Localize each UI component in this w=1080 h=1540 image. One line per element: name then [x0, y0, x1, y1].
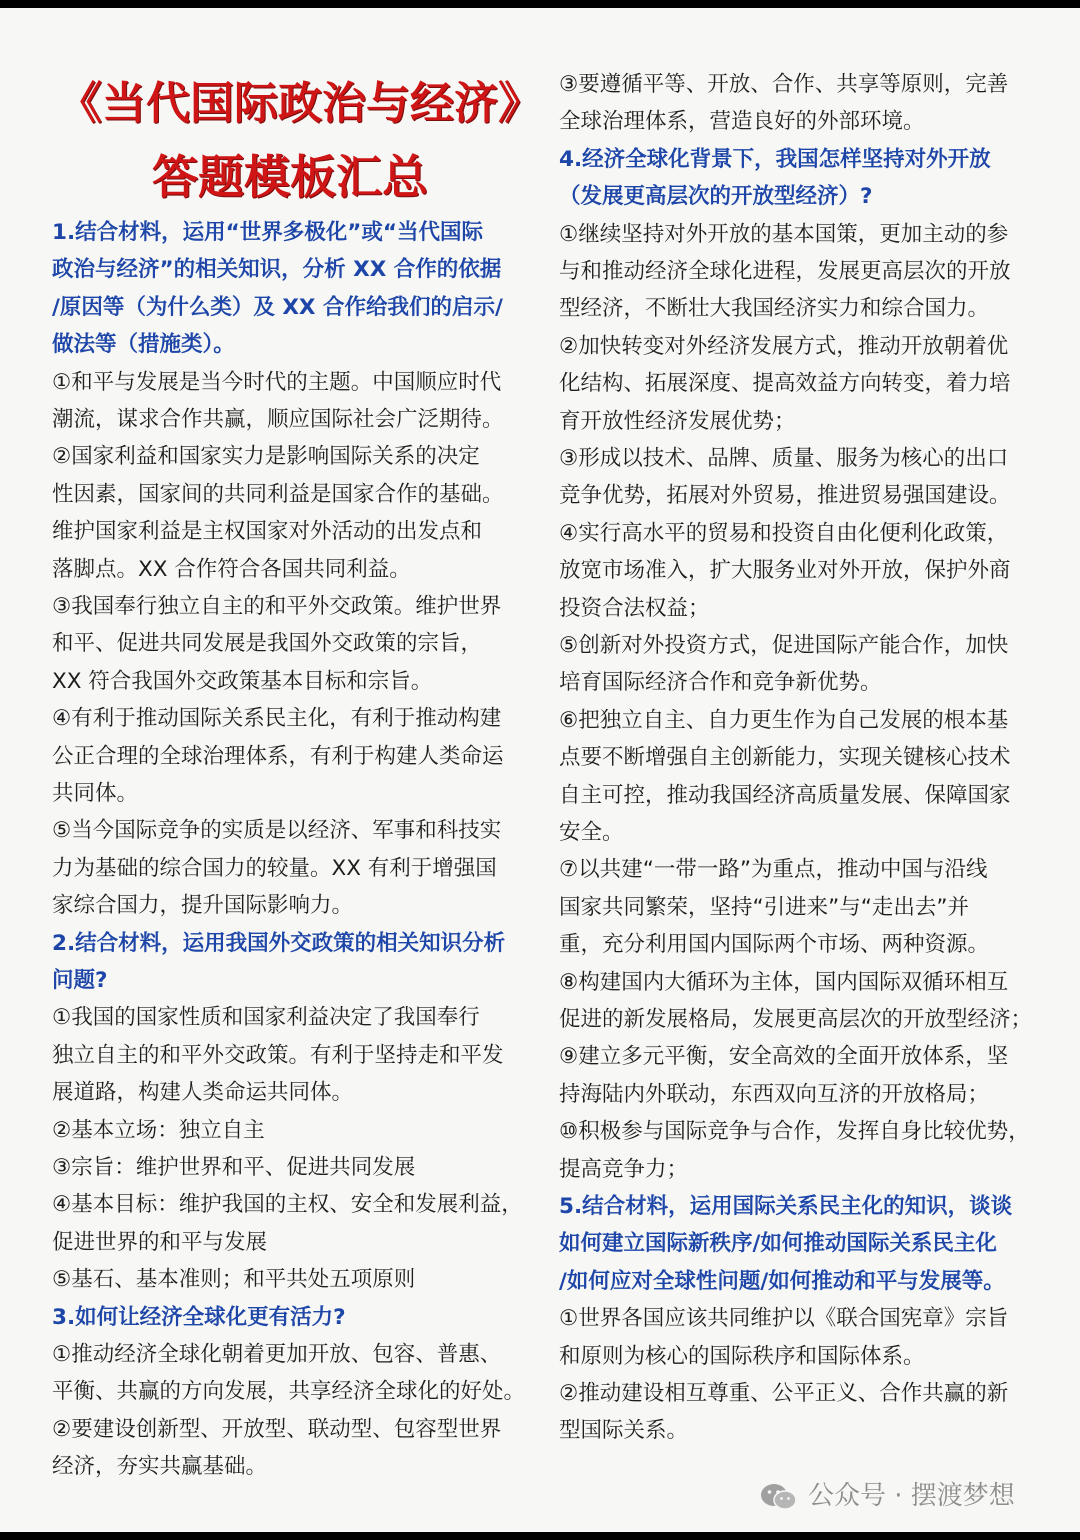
question-line: 4.经济全球化背景下，我国怎样坚持对外开放 — [559, 146, 991, 172]
answer-line: ⑤创新对外投资方式，促进国际产能合作，加快 — [559, 633, 1009, 658]
answer-line: 持海陆内外联动，东西双向互济的开放格局； — [559, 1081, 990, 1107]
answer-line: 投资合法权益； — [559, 595, 710, 621]
question-line: 政治与经济”的相关知识，分析 XX 合作的依据 — [52, 257, 502, 283]
answer-line: ③形成以技术、品牌、质量、服务为核心的出口 — [559, 446, 1009, 471]
answer-line: 国家共同繁荣，坚持“引进来”与“走出去”并 — [559, 894, 970, 920]
answer-line: 培育国际经济合作和竞争新优势。 — [559, 670, 882, 696]
answer-line: 放宽市场准入，扩大服务业对外开放，保护外商 — [559, 558, 1011, 584]
answer-line: 共同体。 — [52, 781, 139, 806]
wechat-icon — [760, 1482, 798, 1512]
question-line: （发展更高层次的开放型经济）? — [559, 184, 873, 210]
watermark — [760, 1474, 1015, 1518]
answer-line: ①世界各国应该共同维护以《联合国宪章》宗旨 — [559, 1306, 1009, 1332]
answer-line: 平衡、共赢的方向发展，共享经济全球化的好处。 — [52, 1379, 526, 1405]
answer-line: 提高竞争力； — [559, 1156, 689, 1182]
answer-line: 和平、促进共同发展是我国外交政策的宗旨， — [52, 631, 483, 657]
answer-line: 育开放性经济发展优势； — [559, 408, 796, 434]
answer-line: ②加快转变对外经济发展方式，推动开放朝着优 — [559, 333, 1009, 359]
question-line: 做法等（措施类）。 — [52, 332, 235, 358]
question-line: 3.如何让经济全球化更有活力? — [52, 1304, 346, 1330]
question-line: 5.结合材料，运用国际关系民主化的知识，谈谈 — [559, 1194, 1013, 1219]
answer-line: 力为基础的综合国力的较量。XX 有利于增强国 — [52, 855, 497, 881]
answer-line: ②国家利益和国家实力是影响国际关系的决定 — [52, 444, 480, 470]
answer-line: ①推动经济全球化朝着更加开放、包容、普惠、 — [52, 1342, 502, 1367]
answer-line: ①和平与发展是当今时代的主题。中国顺应时代 — [52, 369, 502, 395]
question-line: /原因等（为什么类）及 XX 合作给我们的启示/ — [52, 294, 503, 320]
answer-line: 落脚点。XX 合作符合各国共同利益。 — [52, 556, 411, 582]
answer-line: ⑤当今国际竞争的实质是以经济、军事和科技实 — [52, 818, 502, 844]
answer-line: ④有利于推动国际关系民主化，有利于推动构建 — [52, 706, 502, 732]
answer-line: ①继续坚持对外开放的基本国策，更加主动的参 — [559, 221, 1009, 247]
question-line: 1.结合材料，运用“世界多极化”或“当代国际 — [52, 220, 484, 245]
answer-line: 与和推动经济全球化进程，发展更高层次的开放 — [559, 259, 1011, 284]
answer-line: 经济，夯实共赢基础。 — [52, 1454, 268, 1480]
question-line: 2.结合材料，运用我国外交政策的相关知识分析 — [52, 930, 506, 956]
answer-line: 维护国家利益是主权国家对外活动的出发点和 — [52, 519, 483, 545]
answer-line: 点要不断增强自主创新能力，实现关键核心技术 — [559, 745, 1011, 771]
answer-line: ⑥把独立自主、自力更生作为自己发展的根本基 — [559, 707, 1009, 733]
answer-line: 家综合国力，提升国际影响力。 — [52, 893, 354, 919]
answer-line: ②基本立场：独立自主 — [52, 1117, 265, 1143]
answer-line: 独立自主的和平外交政策。有利于坚持走和平发 — [52, 1042, 504, 1068]
answer-line: 型国际关系。 — [559, 1418, 689, 1444]
answer-line: 潮流，谋求合作共赢，顺应国际社会广泛期待。 — [52, 407, 504, 432]
answer-line: 型经济，不断壮大我国经济实力和综合国力。 — [559, 296, 990, 322]
question-line: /如何应对全球性问题/如何推动和平与发展等。 — [559, 1268, 1005, 1294]
answer-line: 促进的新发展格局，发展更高层次的开放型经济； — [559, 1007, 1033, 1032]
document-page — [0, 8, 1080, 1532]
answer-line: 和原则为核心的国际秩序和国际体系。 — [559, 1343, 925, 1369]
answer-line: ④实行高水平的贸易和投资自由化便利化政策， — [559, 520, 1009, 546]
answer-line: 安全。 — [559, 820, 624, 845]
answer-line: 竞争优势，拓展对外贸易，推进贸易强国建设。 — [559, 483, 1011, 509]
answer-line: ①我国的国家性质和国家利益决定了我国奉行 — [52, 1005, 480, 1031]
answer-line: ⑨建立多元平衡，安全高效的全面开放体系，坚 — [559, 1044, 1009, 1070]
answer-line: ⑧构建国内大循环为主体，国内国际双循环相互 — [559, 969, 1009, 995]
answer-line: 性因素，国家间的共同利益是国家合作的基础。 — [52, 481, 504, 507]
title-line-2: 答题模板汇总 — [152, 150, 428, 204]
answer-line: 公正合理的全球治理体系，有利于构建人类命运 — [52, 743, 504, 769]
answer-line: 自主可控，推动我国经济高质量发展、保障国家 — [559, 782, 1011, 808]
answer-line: ③宗旨：维护世界和平、促进共同发展 — [52, 1155, 416, 1180]
answer-line: ③要遵循平等、开放、合作、共享等原则，完善 — [559, 72, 1009, 97]
question-line: 问题? — [52, 968, 108, 993]
answer-line: ⑩积极参与国际竞争与合作，发挥自身比较优势， — [559, 1119, 1030, 1145]
answer-line: ③我国奉行独立自主的和平外交政策。维护世界 — [52, 594, 502, 619]
question-line: 如何建立国际新秩序/如何推动国际关系民主化 — [559, 1231, 997, 1257]
title-line-1: 《当代国际政治与经济》 — [58, 78, 542, 129]
answer-line: ⑦以共建“一带一路”为重点，推动中国与沿线 — [559, 857, 988, 883]
answer-line: 化结构、拓展深度、提高效益方向转变，着力培 — [559, 371, 1011, 397]
answer-line: ②推动建设相互尊重、公平正义、合作共赢的新 — [559, 1381, 1009, 1406]
answer-line: ②要建设创新型、开放型、联动型、包容型世界 — [52, 1416, 502, 1442]
answer-line: 促进世界的和平与发展 — [52, 1229, 268, 1255]
answer-line: ④基本目标：维护我国的主权、安全和发展利益， — [52, 1192, 523, 1218]
answer-line: XX 符合我国外交政策基本目标和宗旨。 — [52, 668, 433, 694]
answer-line: 全球治理体系，营造良好的外部环境。 — [559, 109, 925, 135]
answer-line: ⑤基石、基本准则；和平共处五项原则 — [52, 1267, 416, 1293]
answer-line: 重，充分利用国内国际两个市场、两种资源。 — [559, 932, 990, 958]
watermark-text: 公众号 · 摆渡梦想 — [808, 1481, 1015, 1511]
answer-line: 展道路，构建人类命运共同体。 — [52, 1080, 354, 1106]
